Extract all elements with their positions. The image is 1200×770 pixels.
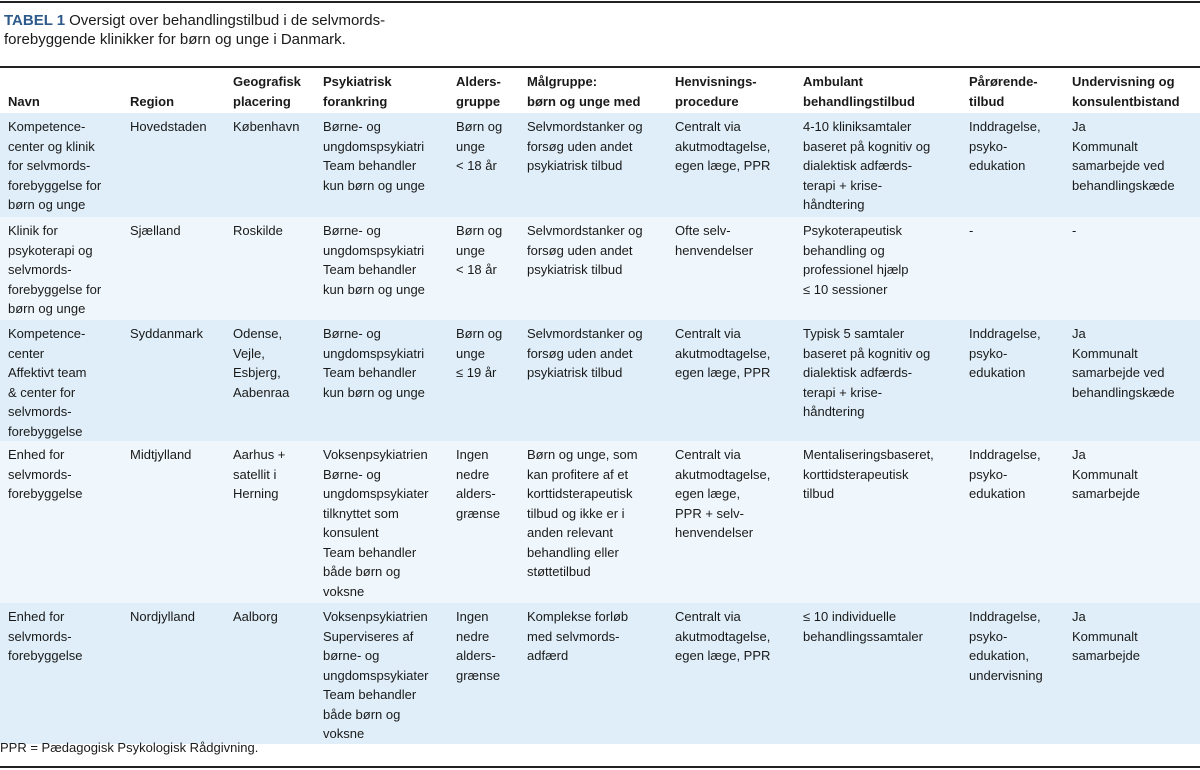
cell-referral: Centralt via akutmodtagelse, egen læge, PPR	[667, 320, 795, 441]
cell-teaching: Ja Kommunalt samarbejde ved behandlingskæde	[1064, 320, 1200, 441]
cell-treatment: 4-10 kliniksamtaler baseret på kognitiv og dialektisk adfærds- terapi + krise- håndtering	[795, 113, 961, 217]
cell-treatment: Mentaliseringsbaseret, korttidsterapeutisk tilbud	[795, 441, 961, 603]
cell-target: Selvmordstanker og forsøg uden andet psykiatrisk tilbud	[519, 217, 667, 320]
table-row	[0, 603, 1200, 744]
cell-region: Sjælland	[122, 217, 225, 320]
cell-anchoring: Voksenpsykiatrien Børne- og ungdomspsykiater tilknyttet som konsulent Team behandler både børn og voksne	[315, 441, 448, 603]
cell-referral: Centralt via akutmodtagelse, egen læge, PPR	[667, 603, 795, 744]
cell-location: Roskilde	[225, 217, 315, 320]
cell-referral: Centralt via akutmodtagelse, egen læge, PPR + selv- henvendelser	[667, 441, 795, 603]
table-row	[0, 441, 1200, 603]
cell-location: Odense, Vejle, Esbjerg, Aabenraa	[225, 320, 315, 441]
cell-relatives: Inddragelse, psyko- edukation	[961, 113, 1064, 217]
cell-name: Enhed for selvmords- forebyggelse	[0, 441, 122, 603]
cell-name: Kompetence- center og klinik for selvmords- forebyggelse for børn og unge	[0, 113, 122, 217]
table-caption	[4, 11, 474, 49]
cell-target: Børn og unge, som kan profitere af et korttidsterapeutisk tilbud og ikke er i anden relevant behandling eller støttetilbud	[519, 441, 667, 603]
cell-age: Ingen nedre alders- grænse	[448, 603, 519, 744]
cell-teaching: Ja Kommunalt samarbejde	[1064, 441, 1200, 603]
table-row	[0, 113, 1200, 217]
cell-age: Børn og unge < 18 år	[448, 113, 519, 217]
cell-region: Nordjylland	[122, 603, 225, 744]
cell-referral: Centralt via akutmodtagelse, egen læge, PPR	[667, 113, 795, 217]
cell-anchoring: Børne- og ungdomspsykiatri Team behandler kun børn og unge	[315, 320, 448, 441]
cell-anchoring: Voksenpsykiatrien Superviseres af børne- og ungdomspsykiater Team behandler både børn og voksne	[315, 603, 448, 744]
cell-treatment: ≤ 10 individuelle behandlingssamtaler	[795, 603, 961, 744]
cell-referral: Ofte selv- henvendelser	[667, 217, 795, 320]
cell-location: Aalborg	[225, 603, 315, 744]
cell-age: Børn og unge < 18 år	[448, 217, 519, 320]
cell-age: Ingen nedre alders- grænse	[448, 441, 519, 603]
header-age-group: Alders- gruppe	[456, 74, 501, 109]
header-row	[0, 68, 1200, 113]
header-psychiatric-anchoring: Psykiatrisk forankring	[323, 74, 392, 109]
header-name: Navn	[8, 93, 40, 109]
cell-location: København	[225, 113, 315, 217]
cell-target: Selvmordstanker og forsøg uden andet psykiatrisk tilbud	[519, 113, 667, 217]
cell-target: Selvmordstanker og forsøg uden andet psykiatrisk tilbud	[519, 320, 667, 441]
cell-age: Børn og unge ≤ 19 år	[448, 320, 519, 441]
cell-location: Aarhus + satellit i Herning	[225, 441, 315, 603]
cell-relatives: Inddragelse, psyko- edukation	[961, 441, 1064, 603]
footnote: PPR = Pædagogisk Psykologisk Rådgivning.	[0, 740, 259, 755]
header-relatives-offer: Pårørende- tilbud	[969, 74, 1038, 109]
cell-target: Komplekse forløb med selvmords- adfærd	[519, 603, 667, 744]
cell-teaching: -	[1064, 217, 1200, 320]
cell-name: Kompetence- center Affektivt team & center for selvmords- forebyggelse	[0, 320, 122, 441]
table-row	[0, 217, 1200, 320]
header-location: Geografisk placering	[233, 74, 301, 109]
cell-teaching: Ja Kommunalt samarbejde ved behandlingskæde	[1064, 113, 1200, 217]
cell-relatives: Inddragelse, psyko- edukation	[961, 320, 1064, 441]
top-rule	[0, 1, 1200, 3]
clinics-table	[0, 68, 1200, 744]
header-target-group: Målgruppe: børn og unge med	[527, 74, 641, 109]
cell-relatives: -	[961, 217, 1064, 320]
table-label: TABEL 1	[4, 12, 66, 29]
table-row	[0, 320, 1200, 441]
header-region: Region	[130, 93, 175, 109]
cell-treatment: Typisk 5 samtaler baseret på kognitiv og dialektisk adfærds- terapi + krise- håndtering	[795, 320, 961, 441]
cell-region: Hovedstaden	[122, 113, 225, 217]
header-teaching-consulting: Undervisning og konsulentbistand	[1072, 74, 1180, 109]
cell-teaching: Ja Kommunalt samarbejde	[1064, 603, 1200, 744]
cell-name: Klinik for psykoterapi og selvmords- forebyggelse for børn og unge	[0, 217, 122, 320]
cell-region: Midtjylland	[122, 441, 225, 603]
bottom-rule	[0, 766, 1200, 768]
header-outpatient-treatment: Ambulant behandlingstilbud	[803, 74, 915, 109]
cell-relatives: Inddragelse, psyko- edukation, undervisning	[961, 603, 1064, 744]
cell-treatment: Psykoterapeutisk behandling og professionel hjælp ≤ 10 sessioner	[795, 217, 961, 320]
cell-region: Syddanmark	[122, 320, 225, 441]
cell-name: Enhed for selvmords- forebyggelse	[0, 603, 122, 744]
cell-anchoring: Børne- og ungdomspsykiatri Team behandler kun børn og unge	[315, 113, 448, 217]
cell-anchoring: Børne- og ungdomspsykiatri Team behandler kun børn og unge	[315, 217, 448, 320]
header-referral: Henvisnings- procedure	[675, 74, 757, 109]
table-title: Oversigt over behandlingstilbud i de selvmords- forebyggende klinikker for børn og unge i Danmark.	[4, 12, 386, 48]
